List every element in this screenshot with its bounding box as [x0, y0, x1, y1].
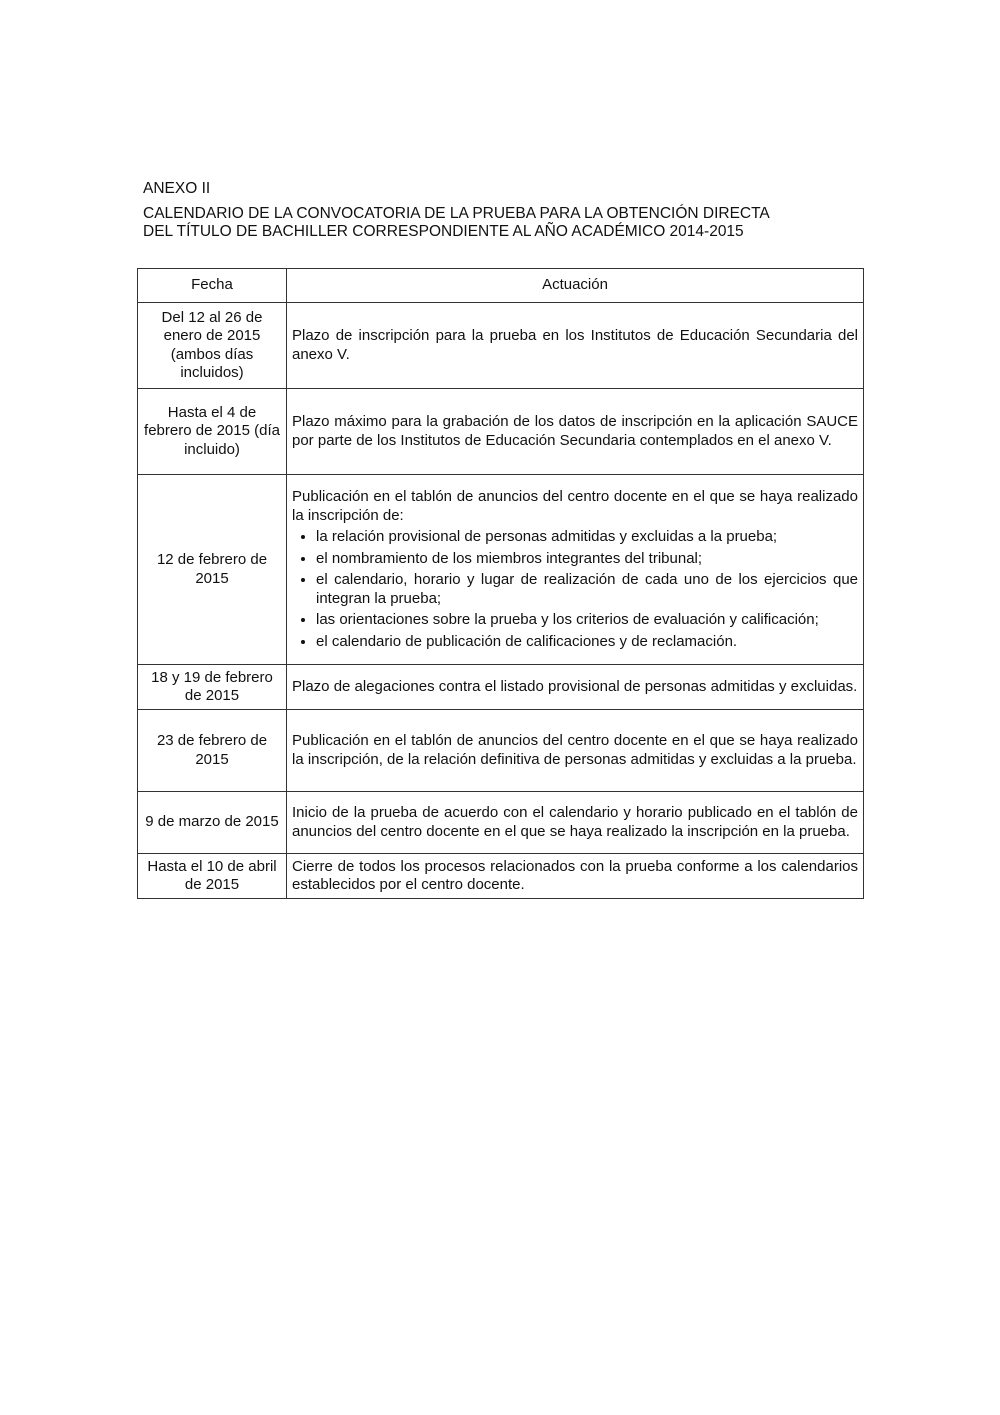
date-cell	[138, 303, 287, 389]
column-header-fecha: Fecha	[138, 269, 287, 303]
table-row	[138, 665, 864, 710]
list-item: • el calendario de publicación de calificaciones y de reclamación.	[316, 633, 858, 652]
date-text: 9 de marzo de 2015	[145, 813, 279, 831]
date-text: Hasta el 4 de febrero de 2015 (día incluido)	[144, 403, 280, 458]
action-cell	[287, 303, 864, 389]
table-row	[138, 303, 864, 389]
date-cell	[138, 389, 287, 475]
action-cell	[287, 475, 864, 665]
date-cell	[138, 710, 287, 792]
list-item: • la relación provisional de personas admitidas y excluidas a la prueba;	[316, 528, 858, 547]
table-row	[138, 475, 864, 665]
title-line-1: CALENDARIO DE LA CONVOCATORIA DE LA PRUEBA PARA LA OBTENCIÓN DIRECTA	[143, 204, 770, 222]
table-row	[138, 792, 864, 854]
action-text: Plazo de inscripción para la prueba en los Institutos de Educación Secundaria del anexo V.	[292, 327, 858, 363]
list-item: • las orientaciones sobre la prueba y los criterios de evaluación y calificación;	[316, 611, 858, 630]
action-text: Plazo de alegaciones contra el listado provisional de personas admitidas y excluidas.	[292, 677, 858, 695]
title-line-2: DEL TÍTULO DE BACHILLER CORRESPONDIENTE AL AÑO ACADÉMICO 2014-2015	[143, 223, 744, 240]
table-row	[138, 710, 864, 792]
date-text: 12 de febrero de 2015	[156, 551, 268, 587]
list-item: • el calendario, horario y lugar de realización de cada uno de los ejercicios que integran la prueba;	[316, 571, 858, 608]
date-text: Del 12 al 26 de enero de 2015	[161, 308, 263, 344]
date-cell	[138, 792, 287, 854]
document-header	[143, 180, 863, 242]
annex-label: ANEXO II	[143, 180, 211, 197]
action-text: Inicio de la prueba de acuerdo con el calendario y horario publicado en el tablón de anuncios del centro docente en el que se haya realizado la inscripción en la prueba.	[292, 804, 858, 840]
date-text: 23 de febrero de 2015	[156, 732, 268, 768]
action-text: Cierre de todos los procesos relacionados con la prueba conforme a los calendarios establecidos por el centro docente.	[292, 857, 858, 893]
table-header-row	[138, 269, 864, 303]
date-text: 18 y 19 de febrero de 2015	[151, 668, 273, 704]
date-text: Hasta el 10 de abril de 2015	[147, 857, 277, 893]
action-text: Plazo máximo para la grabación de los datos de inscripción en la aplicación SAUCE por parte de los Institutos de Educación Secundaria contemplados en el anexo V.	[292, 413, 858, 449]
action-cell	[287, 854, 864, 899]
date-cell	[138, 854, 287, 899]
column-header-actuacion: Actuación	[287, 269, 864, 303]
date-cell	[138, 475, 287, 665]
action-cell	[287, 665, 864, 710]
action-cell	[287, 710, 864, 792]
table-row	[138, 389, 864, 475]
date-text: (ambos días incluidos)	[170, 345, 254, 381]
action-cell	[287, 389, 864, 475]
action-text: Publicación en el tablón de anuncios del centro docente en el que se haya realizado la inscripción, de la relación definitiva de personas admitidas y excluidas a la prueba.	[292, 732, 858, 768]
calendar-table	[137, 268, 864, 899]
action-list	[292, 528, 858, 651]
list-item: • el nombramiento de los miembros integrantes del tribunal;	[316, 550, 858, 569]
action-text: Publicación en el tablón de anuncios del centro docente en el que se haya realizado la inscripción de:	[292, 488, 858, 524]
date-cell	[138, 665, 287, 710]
action-cell	[287, 792, 864, 854]
table-row	[138, 854, 864, 899]
